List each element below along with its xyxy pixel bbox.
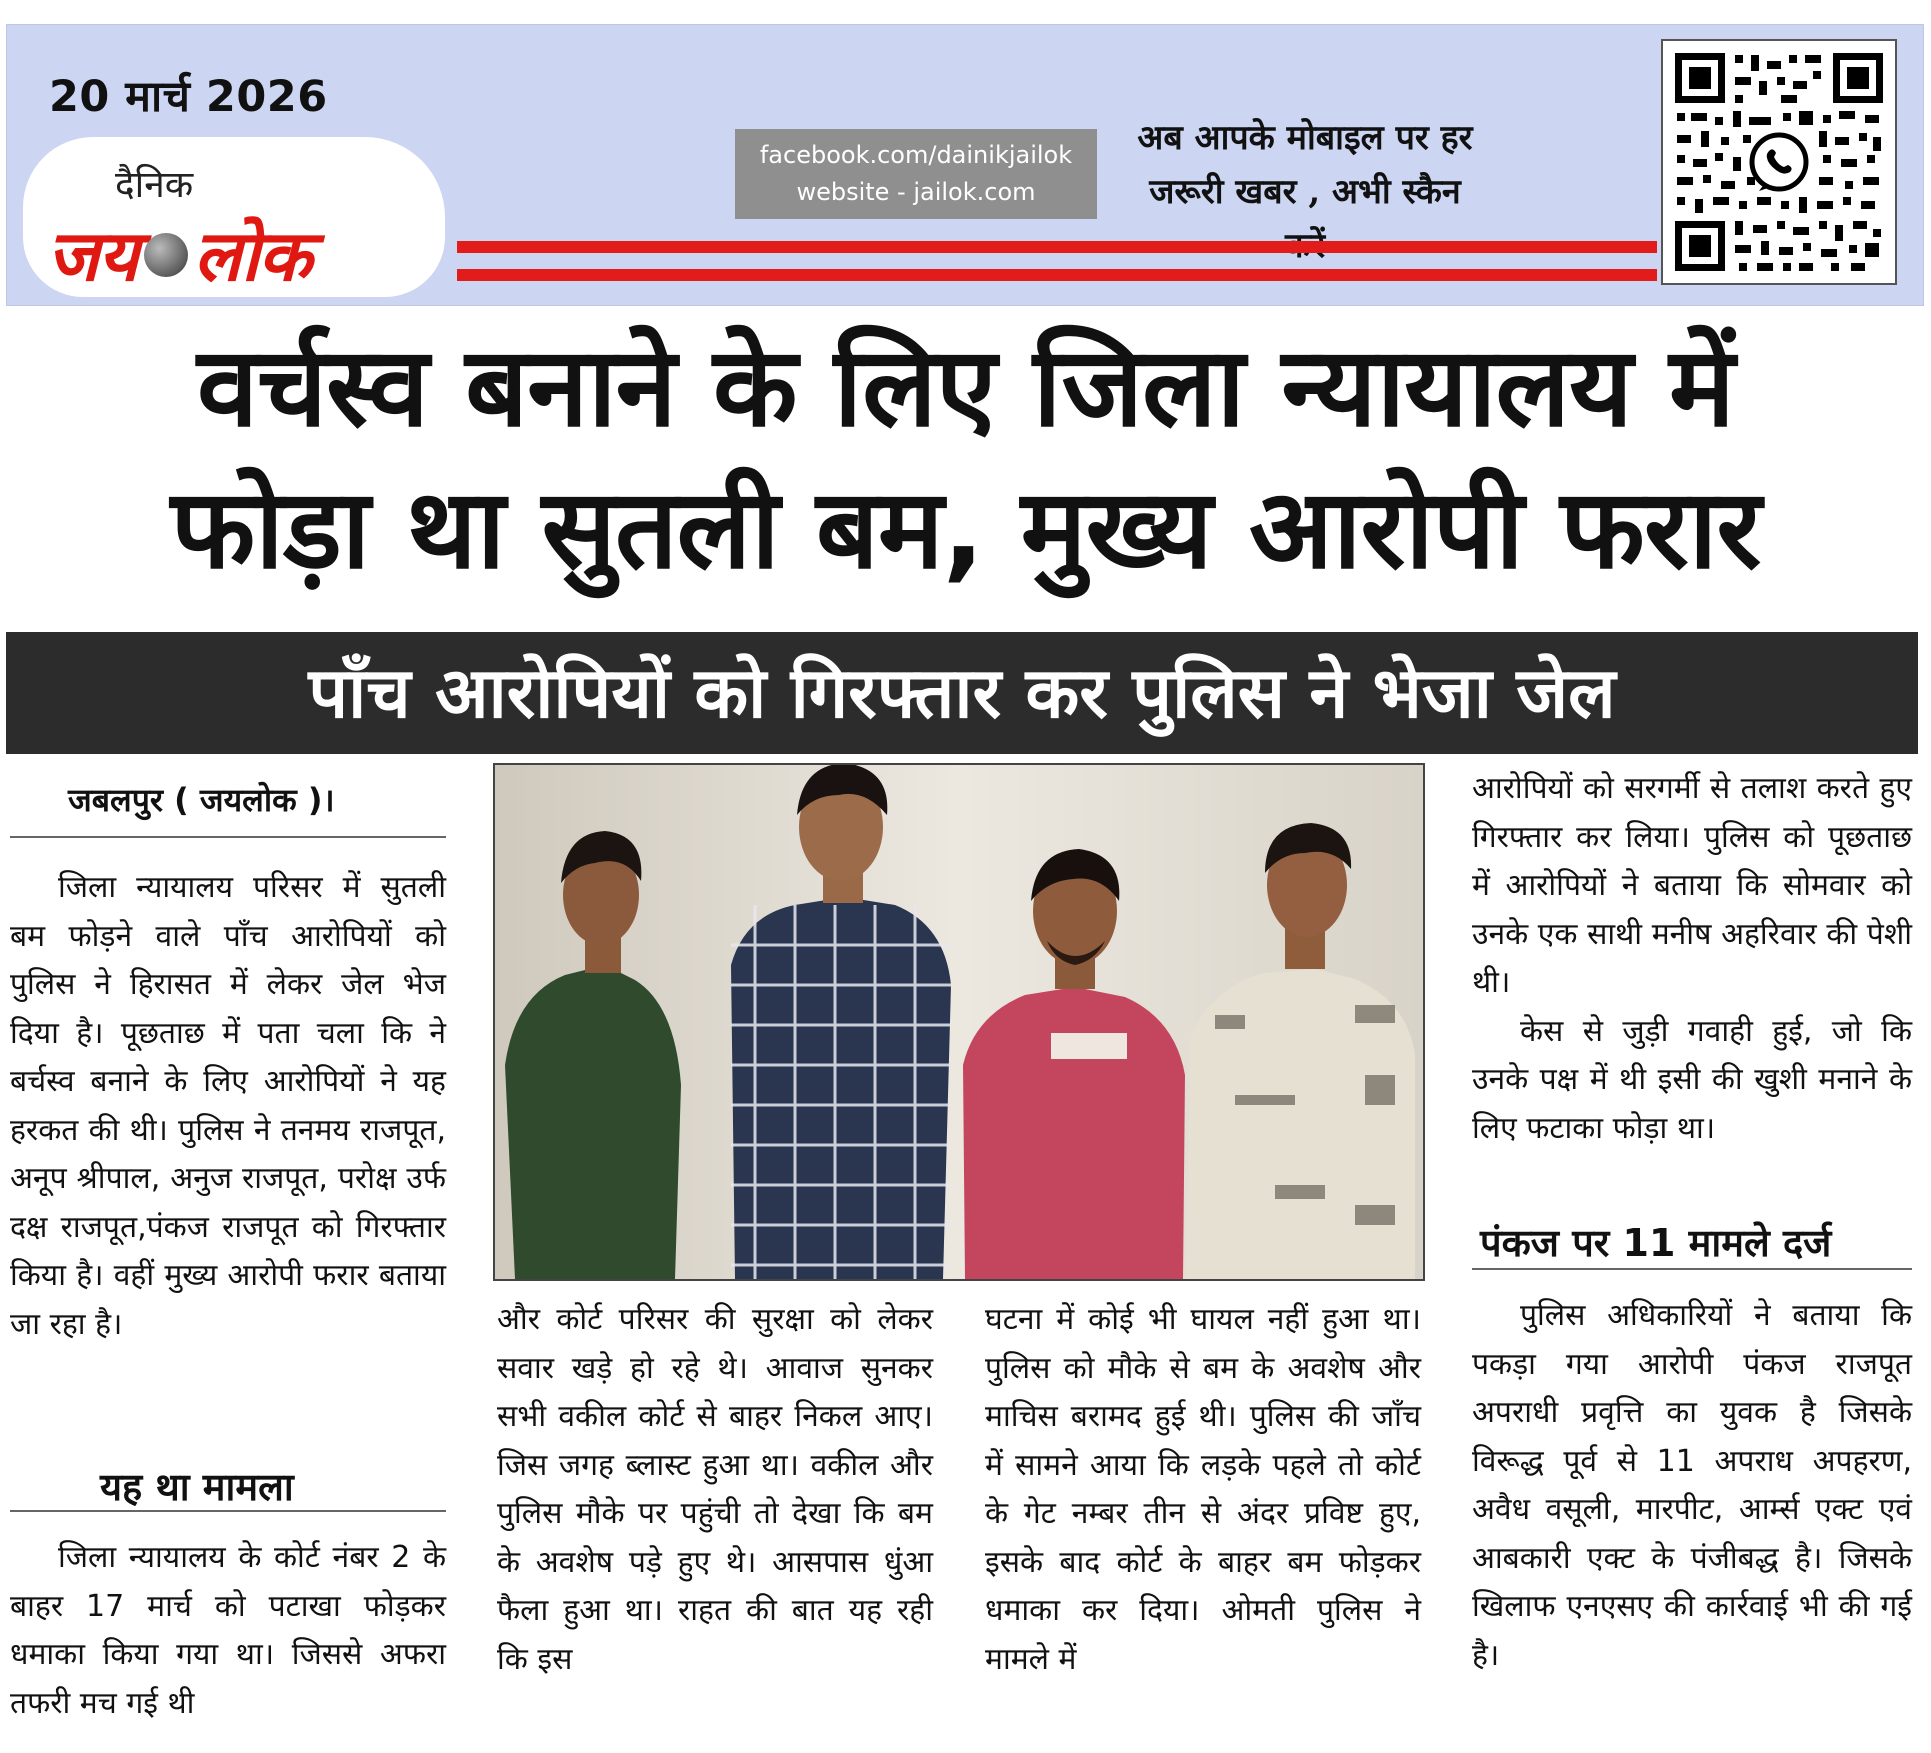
col4-paragraph-3: पुलिस अधिकारियों ने बताया कि पकड़ा गया आरोपी पंकज राजपूत अपराधी प्रवृत्ति का युवक है जिसके विरूद्ध पूर्व से 11 अपराध अपहरण, अवैध वसूली, मारपीट, आर्म्स एक्ट एवं आबकारी एक्ट के पंजीबद्ध है। जिसके खिलाफ एनएसए की कार्रवाई भी की गई है।: [1472, 1298, 1912, 1673]
issue-date: 20 मार्च 2026: [49, 72, 328, 122]
photo-illustration: [495, 765, 1423, 1279]
newspaper-logo: [23, 137, 445, 297]
section-rule-pankaj: [1472, 1268, 1912, 1270]
col4-paragraph-1: आरोपियों को सरगर्मी से तलाश करते हुए गिरफ्तार कर लिया। पुलिस को पूछताछ में आरोपियों ने बताया कि सोमवार को उनके एक साथी मनीष अहरिवार की पेशी थी।: [1472, 771, 1912, 1000]
globe-icon: [144, 233, 188, 277]
website-link[interactable]: website - jailok.com: [796, 178, 1036, 206]
red-rule-top: [457, 241, 1657, 253]
section-heading-case: यह था मामला: [100, 1465, 294, 1509]
social-links-box: [735, 129, 1097, 219]
logo-small-text: दैनिक: [115, 163, 194, 206]
dateline-rule: [10, 836, 446, 838]
column-1-bottom: [10, 1534, 446, 1728]
qr-code-graphic: [1673, 51, 1885, 273]
red-rule-bottom: [457, 269, 1657, 281]
column-4-bottom: [1472, 1292, 1912, 1680]
masthead: [6, 24, 1924, 306]
logo-left-word: जय: [47, 215, 138, 297]
headline-line-2: फोड़ा था सुतली बम, मुख्य आरोपी फरार: [170, 465, 1761, 593]
section-rule-case: [10, 1510, 446, 1512]
headline: [0, 316, 1931, 600]
logo-right-word: लोक: [193, 215, 311, 297]
col1-paragraph-1: जिला न्यायालय परिसर में सुतली बम फोड़ने वाले पाँच आरोपियों को पुलिस ने हिरासत में लेकर जेल भेज दिया है। पूछताछ में पता चला कि ने बर्चस्व बनाने के लिए आरोपियों ने यह हरकत की थी। पुलिस ने तनमय राजपूत, अनूप श्रीपाल, अनुज राजपूत, परोक्ष उर्फ दक्ष राजपूत,पंकज राजपूत को गिरफ्तार किया है। वहीं मुख्य आरोपी फरार बताया जा रहा है।: [10, 870, 446, 1342]
col4-paragraph-2: केस से जुड़ी गवाही हुई, जो कि उनके पक्ष में थी इसी की खुशी मनाने के लिए फटाका फोड़ा था।: [1472, 1013, 1912, 1146]
column-3: [985, 1296, 1421, 1684]
logo-wordmark: [47, 205, 311, 301]
section-heading-pankaj: पंकज पर 11 मामले दर्ज: [1480, 1221, 1832, 1265]
column-1-top: [10, 864, 446, 1349]
accused-group-photo: [493, 763, 1425, 1281]
subheadline: पाँच आरोपियों को गिरफ्तार कर पुलिस ने भेजा जेल: [6, 632, 1918, 754]
headline-line-1: वर्चस्व बनाने के लिए जिला न्यायालय में: [197, 323, 1734, 451]
scan-line-1: अब आपके मोबाइल पर हर: [1137, 118, 1473, 158]
column-4-top: [1472, 765, 1912, 1153]
qr-code[interactable]: [1661, 39, 1897, 285]
facebook-link[interactable]: facebook.com/dainikjailok: [759, 141, 1073, 169]
column-2: [497, 1296, 933, 1684]
col2-paragraph: और कोर्ट परिसर की सुरक्षा को लेकर सवार खड़े हो रहे थे। आवाज सुनकर सभी वकील कोर्ट से बाहर निकल आए। जिस जगह ब्लास्ट हुआ था। वकील और पुलिस मौके पर पहुंची तो देखा कि बम के अवशेष पड़े हुए थे। आसपास धुंआ फैला हुआ था। राहत की बात यह रही कि इस: [497, 1302, 933, 1677]
dateline: जबलपुर ( जयलोक )।: [68, 781, 335, 819]
col1-paragraph-2: जिला न्यायालय के कोर्ट नंबर 2 के बाहर 17 मार्च को पटाखा फोड़कर धमाका किया गया था। जिससे अफरा तफरी मच गई थी: [10, 1540, 446, 1721]
col3-paragraph: घटना में कोई भी घायल नहीं हुआ था। पुलिस को मौके से बम के अवशेष और माचिस बरामद हुई थी। पुलिस की जाँच में सामने आया कि लड़के पहले तो कोर्ट के गेट नम्बर तीन से अंदर प्रविष्ट हुए, इसके बाद कोर्ट के बाहर बम फोड़कर धमाका कर दिया। ओमती पुलिस ने मामले में: [985, 1302, 1421, 1677]
scan-line-2: जरूरी खबर , अभी स्कैन: [1149, 172, 1461, 212]
